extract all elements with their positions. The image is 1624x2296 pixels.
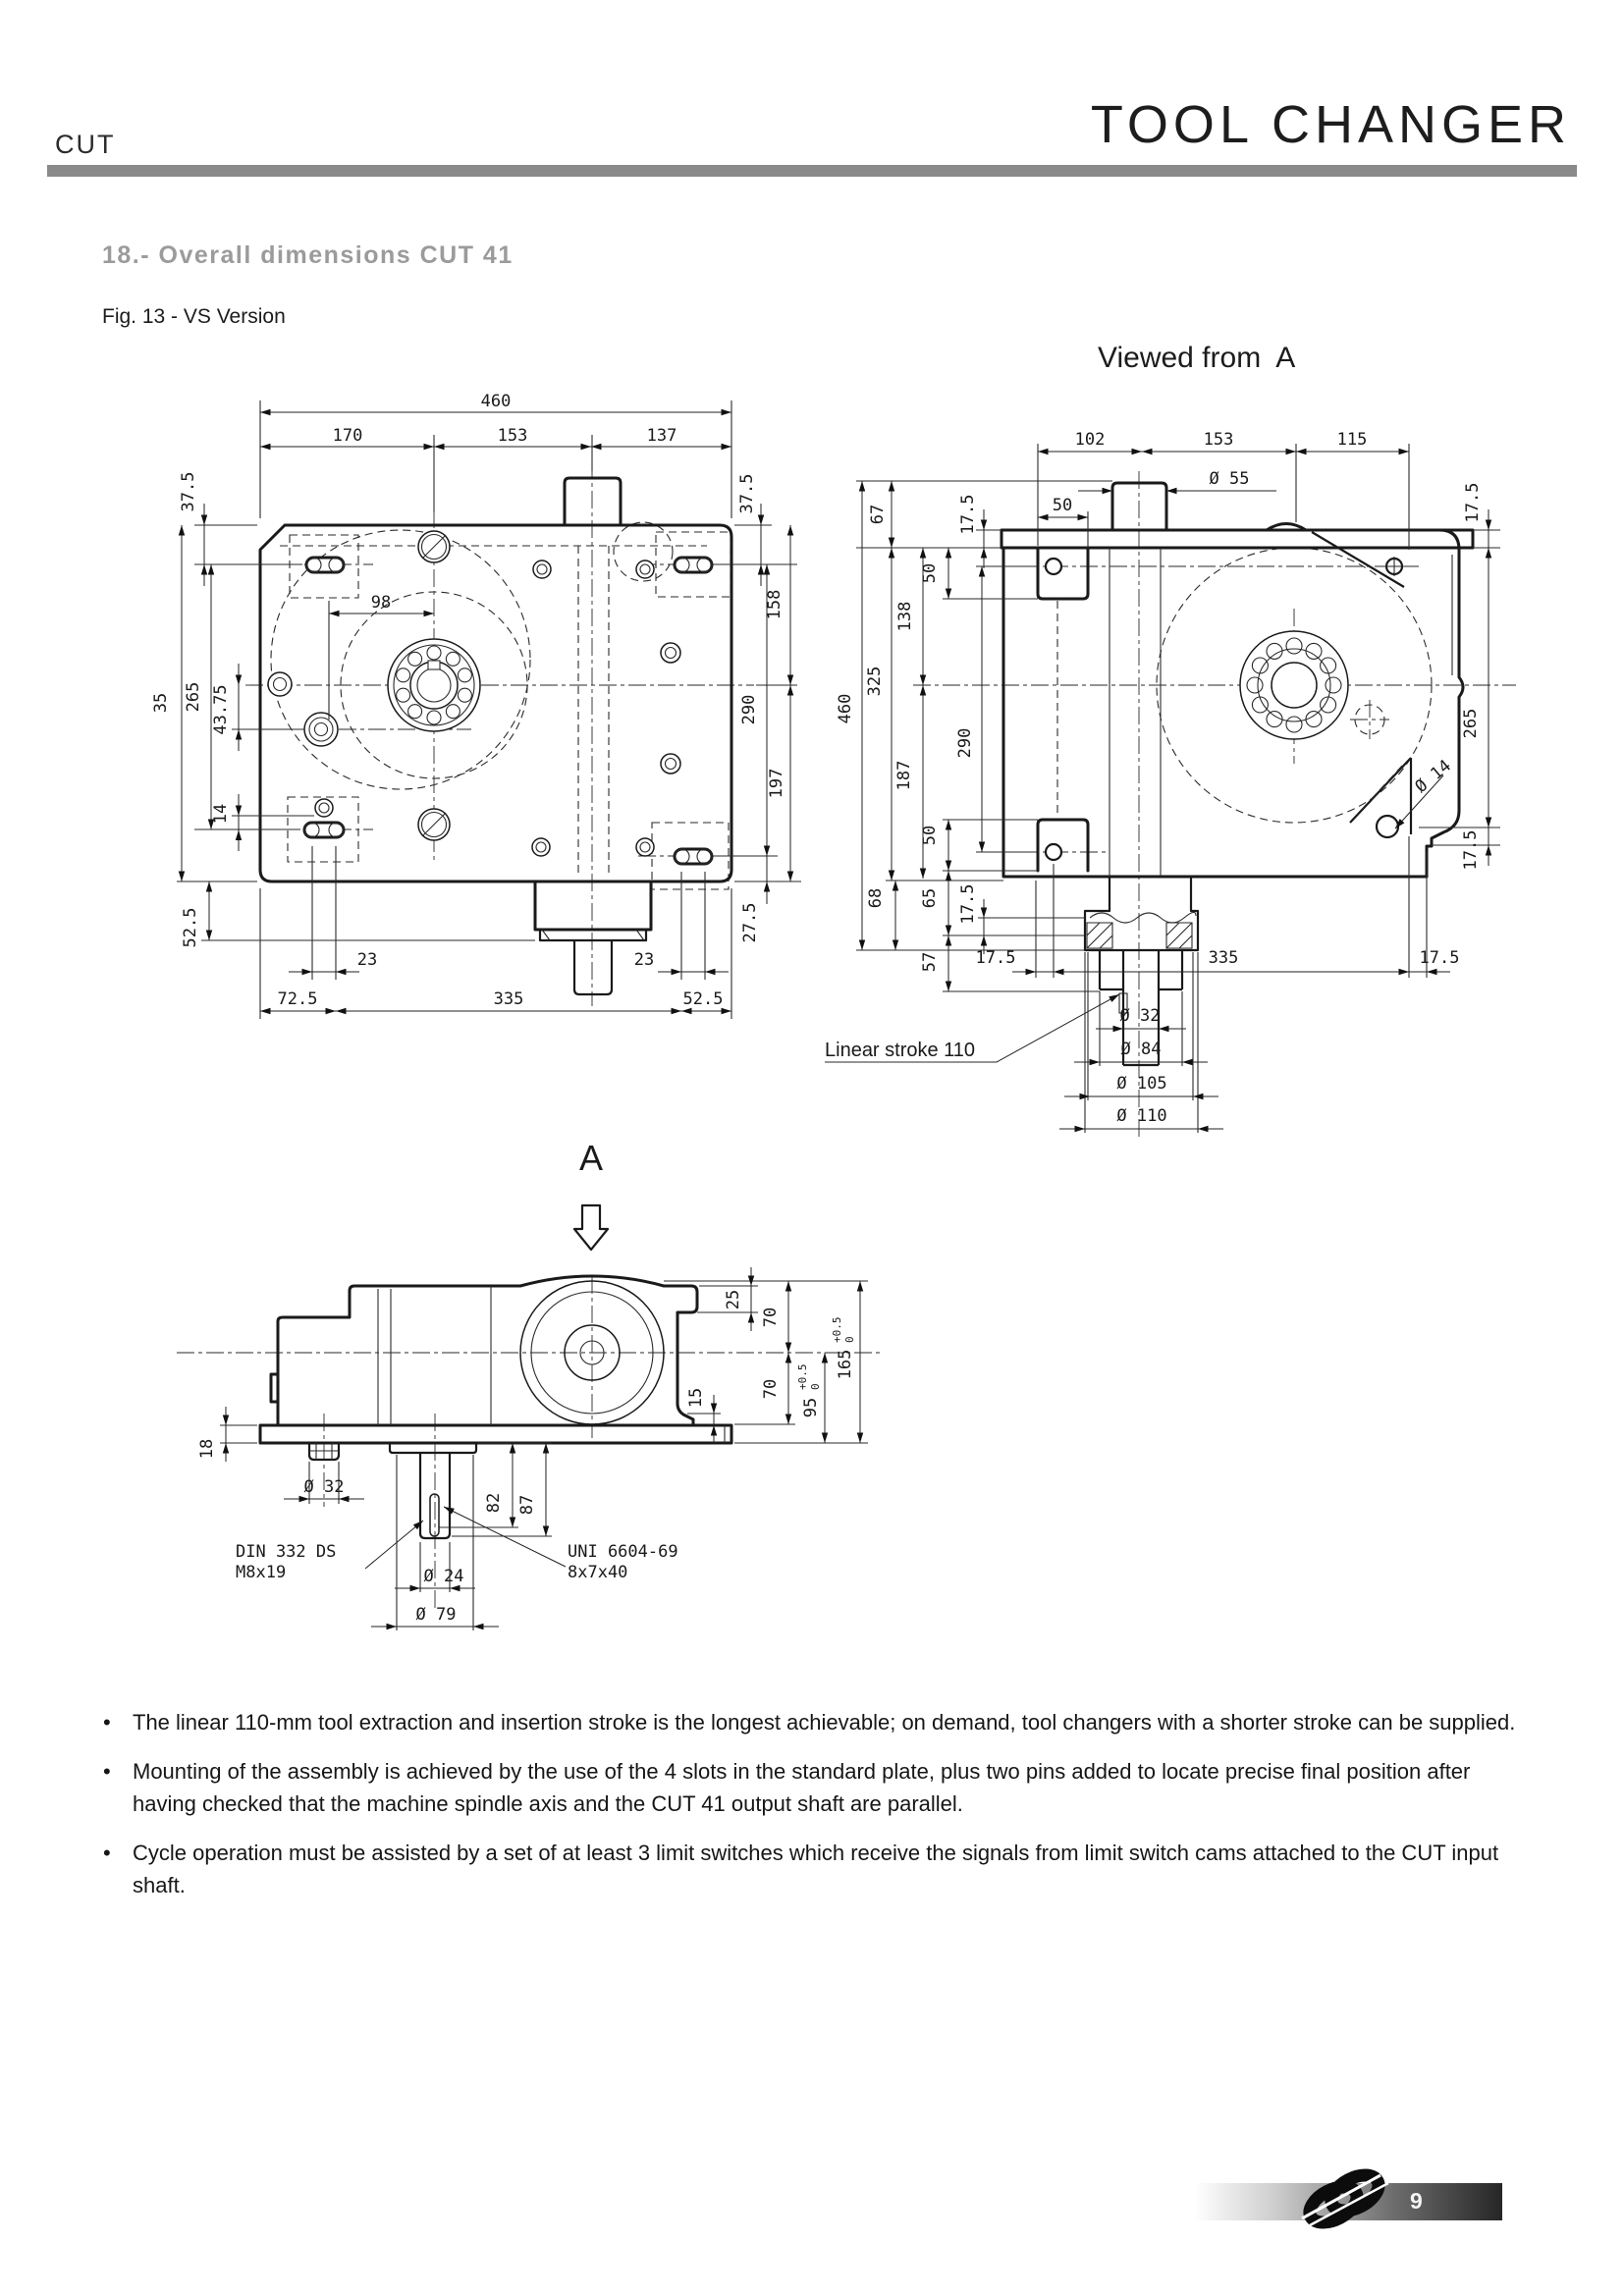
dim-label: 17.5: [1463, 482, 1483, 523]
brand-label: CUT: [55, 130, 116, 159]
dim-label: 87: [517, 1494, 537, 1516]
figure-caption: Fig. 13 - VS Version: [102, 305, 286, 328]
dim-label: 82: [484, 1492, 504, 1514]
dim-label: 98: [370, 593, 392, 613]
view-from-a-label: Viewed from A: [1098, 342, 1296, 374]
dim-label: 187: [894, 760, 914, 791]
dim-label: Ø 14: [1411, 756, 1455, 797]
svg-text:+0.5: +0.5: [796, 1363, 809, 1390]
dim-label: 137: [646, 426, 677, 446]
bullet-icon: •: [103, 1710, 111, 1735]
dim-label: Ø 84: [1120, 1040, 1162, 1059]
dim-label: 50: [920, 562, 940, 584]
dim-label: 14: [211, 803, 231, 825]
side-view-drawing: [825, 430, 1516, 1139]
dim-label: 460: [480, 392, 512, 411]
dim-label: 17.5: [1419, 948, 1460, 968]
uni-standard-label: 8x7x40: [568, 1563, 628, 1582]
notes-list: [103, 1706, 1525, 1918]
dim-label: 23: [356, 950, 378, 970]
dim-label: 52.5: [181, 907, 200, 948]
page-number: 9: [1410, 2188, 1423, 2214]
din-standard-label: M8x19: [236, 1563, 287, 1582]
dim-label: 70: [761, 1307, 781, 1328]
front-view-drawing: [151, 392, 801, 1019]
dim-label: 17.5: [958, 494, 978, 535]
dim-label: 197: [767, 768, 786, 799]
note-text: Mounting of the assembly is achieved by the use of the 4 slots in the standard plate, plus two pins added to locate precise final position after having checked that the machine spindle axis and the CUT 41 output shaft are parallel.: [133, 1759, 1471, 1816]
bullet-icon: •: [103, 1841, 111, 1865]
note-text: The linear 110-mm tool extraction and insertion stroke is the longest achievable; on demand, tool changers with a shorter stroke can be supplied.: [133, 1710, 1516, 1735]
dim-label: 25: [724, 1289, 743, 1310]
dim-label: Ø 55: [1209, 469, 1250, 489]
bullet-icon: •: [103, 1759, 111, 1784]
dim-label: 52.5: [682, 989, 724, 1009]
dim-label: 23: [633, 950, 655, 970]
dim-label: Ø 79: [415, 1605, 457, 1625]
dim-label: 153: [1203, 430, 1234, 450]
dim-label: 37.5: [737, 473, 757, 514]
dim-label: 37.5: [179, 471, 198, 512]
dim-label: 153: [497, 426, 528, 446]
note-text: Cycle operation must be assisted by a set of at least 3 limit switches which receive the signals from limit switch cams attached to the CUT input shaft.: [133, 1841, 1499, 1897]
dim-label: Ø 32: [303, 1477, 345, 1497]
dim-label: 50: [1052, 496, 1073, 515]
dim-label: 290: [955, 727, 975, 759]
svg-text:165: 165: [836, 1349, 855, 1380]
dim-label: 17.5: [1461, 829, 1481, 871]
dim-label: 460: [836, 693, 855, 724]
dim-label: 102: [1074, 430, 1106, 450]
dim-label: 265: [1461, 708, 1481, 739]
dim-label: 15: [686, 1387, 706, 1409]
svg-text:0: 0: [809, 1383, 822, 1390]
dim-label-tolerance: [831, 1317, 856, 1380]
dim-label: 50: [920, 825, 940, 846]
din-standard-label: DIN 332 DS: [236, 1542, 337, 1562]
svg-text:95: 95: [801, 1397, 821, 1418]
note-item: [103, 1837, 1525, 1901]
dim-label: Ø 105: [1116, 1074, 1167, 1094]
uni-standard-label: UNI 6604-69: [568, 1542, 678, 1562]
dim-label: 170: [332, 426, 363, 446]
dim-label: 158: [765, 589, 785, 620]
linear-stroke-label: Linear stroke 110: [825, 1040, 976, 1061]
dim-label: 290: [739, 694, 759, 725]
dim-label: Ø 24: [423, 1567, 464, 1586]
note-item: [103, 1755, 1525, 1820]
svg-text:+0.5: +0.5: [831, 1316, 843, 1343]
section-letter: A: [578, 1138, 604, 1178]
dim-label: 67: [868, 504, 888, 525]
dim-label: 57: [920, 951, 940, 973]
dim-label-tolerance: [796, 1364, 822, 1418]
dim-label: 265: [184, 681, 203, 713]
dim-label: 335: [1208, 948, 1239, 968]
dim-label: 43.75: [211, 684, 231, 735]
dim-label: Ø 32: [1119, 1006, 1161, 1026]
bottom-view-drawing: [177, 1267, 884, 1630]
dim-label: 17.5: [975, 948, 1016, 968]
section-heading: 18.- Overall dimensions CUT 41: [102, 241, 514, 269]
svg-text:0: 0: [843, 1336, 856, 1343]
dim-label: 138: [895, 601, 915, 632]
dim-label: 18: [197, 1438, 217, 1460]
dim-label: 115: [1336, 430, 1368, 450]
dim-label: 72.5: [277, 989, 318, 1009]
dim-label: Ø 110: [1116, 1106, 1167, 1126]
section-arrow-a: [574, 1138, 608, 1250]
note-item: [103, 1706, 1525, 1738]
dim-label: 68: [866, 887, 886, 909]
dim-label: 70: [761, 1378, 781, 1400]
company-logo-icon: [1294, 2163, 1392, 2234]
dim-label: 17.5: [958, 883, 978, 925]
dim-label: 35: [151, 692, 171, 714]
dim-label: 27.5: [740, 902, 760, 943]
dim-label: 335: [493, 989, 524, 1009]
dim-label: 65: [920, 887, 940, 909]
page-title: TOOL CHANGER: [1090, 95, 1571, 154]
dim-label: 325: [865, 666, 885, 697]
